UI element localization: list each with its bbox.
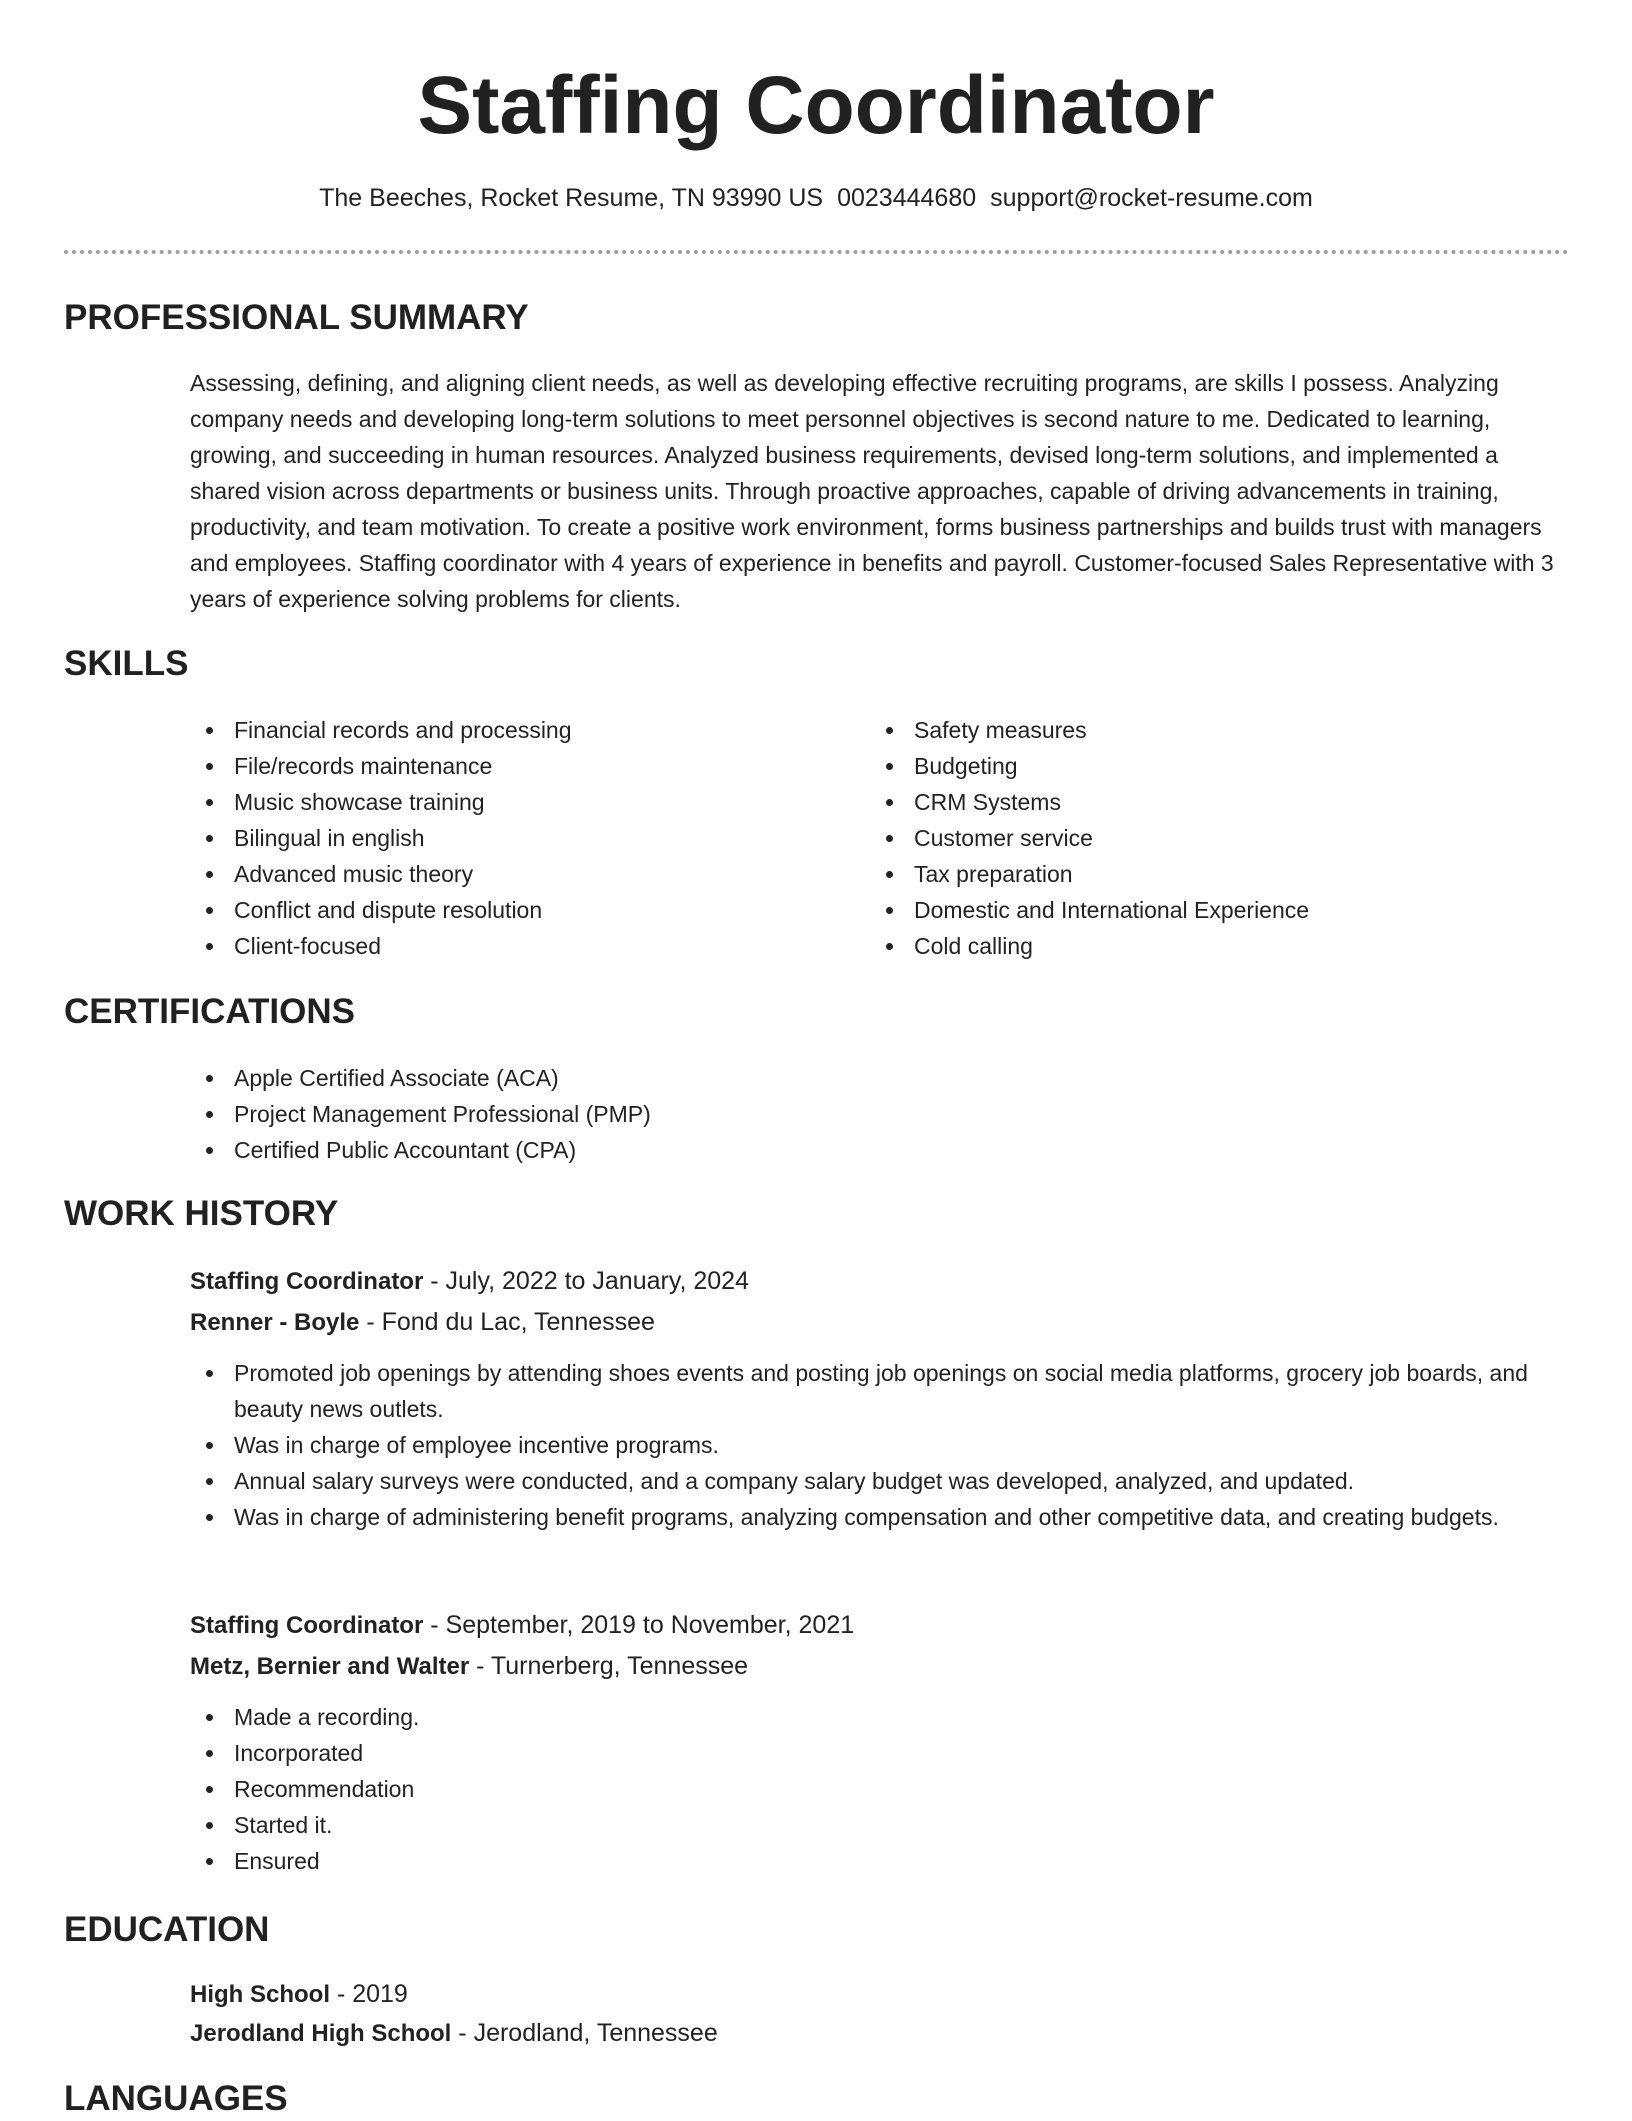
job-title-line: [190, 1605, 1570, 1646]
job-dates: - July, 2022 to January, 2024: [423, 1267, 749, 1295]
education-location: - Jerodland, Tennessee: [451, 2019, 718, 2047]
job-title-line: [190, 1261, 1570, 1302]
summary-text: Assessing, defining, and aligning client needs, as well as developing effective recruiting programs, are skills I possess. Analyzing company needs and developing long-term solutions to meet personnel objectives is second nature to me. Dedicated to learning, growing, and succeeding in human resources. Analyzed business requirements, devised long-term solutions, and implemented a shared vision across departments or business units. Through proactive approaches, capable of driving advancements in training, productivity, and team motivation. To create a positive work environment, forms business partnerships and builds trust with managers and employees. Staffing coordinator with 4 years of experience in benefits and payroll. Customer-focused Sales Representative with 3 years of experience solving problems for clients.: [190, 370, 1554, 612]
list-item: Domestic and International Experience: [870, 892, 1570, 928]
skills-list-left: [190, 712, 830, 964]
job-company: Metz, Bernier and Walter: [190, 1653, 470, 1680]
candidate-name: Staffing Coordinator: [417, 60, 1215, 151]
list-item: Conflict and dispute resolution: [190, 892, 830, 928]
education-entry: [190, 1975, 1390, 2053]
job-role: Staffing Coordinator: [190, 1268, 424, 1295]
education-year: - 2019: [330, 1980, 408, 2008]
list-item: Cold calling: [870, 928, 1570, 964]
list-item: Certified Public Accountant (CPA): [190, 1132, 1090, 1168]
job-entry: [190, 1261, 1570, 1535]
job-duties-list: [190, 1355, 1570, 1535]
job-company: Renner - Boyle: [190, 1309, 360, 1336]
list-item: Was in charge of employee incentive programs.: [190, 1427, 1570, 1463]
job-location: - Fond du Lac, Tennessee: [359, 1308, 655, 1336]
job-company-line: [190, 1646, 1570, 1687]
job-duties-list: [190, 1699, 1570, 1879]
job-role: Staffing Coordinator: [190, 1612, 424, 1639]
list-item: Client-focused: [190, 928, 830, 964]
list-item: CRM Systems: [870, 784, 1570, 820]
list-item: Annual salary surveys were conducted, and a company salary budget was developed, analyzed, and updated.: [190, 1463, 1570, 1499]
job-dates: - September, 2019 to November, 2021: [423, 1611, 855, 1639]
list-item: Bilingual in english: [190, 820, 830, 856]
section-title-summary: PROFESSIONAL SUMMARY: [64, 298, 529, 337]
list-item: Financial records and processing: [190, 712, 830, 748]
section-title-work-history: WORK HISTORY: [64, 1194, 339, 1233]
section-title-languages: LANGUAGES: [64, 2079, 288, 2118]
header-divider: [64, 250, 1569, 254]
list-item: Was in charge of administering benefit programs, analyzing compensation and other competitive data, and creating budgets.: [190, 1499, 1570, 1535]
list-item: Ensured: [190, 1843, 1570, 1879]
list-item: Apple Certified Associate (ACA): [190, 1060, 1090, 1096]
education-degree-line: [190, 1975, 1390, 2014]
education-school: Jerodland High School: [190, 2020, 452, 2047]
list-item: Tax preparation: [870, 856, 1570, 892]
education-degree: High School: [190, 1981, 330, 2008]
list-item: Recommendation: [190, 1771, 1570, 1807]
section-title-certifications: CERTIFICATIONS: [64, 992, 356, 1031]
education-school-line: [190, 2014, 1390, 2053]
certifications-list: [190, 1060, 1090, 1168]
contact-address: The Beeches, Rocket Resume, TN 93990 US: [319, 184, 824, 212]
list-item: Customer service: [870, 820, 1570, 856]
job-location: - Turnerberg, Tennessee: [469, 1652, 749, 1680]
list-item: Music showcase training: [190, 784, 830, 820]
list-item: Incorporated: [190, 1735, 1570, 1771]
list-item: Budgeting: [870, 748, 1570, 784]
list-item: Made a recording.: [190, 1699, 1570, 1735]
list-item: File/records maintenance: [190, 748, 830, 784]
job-company-line: [190, 1302, 1570, 1343]
contact-line: [0, 181, 1632, 215]
skills-list-right: [870, 712, 1570, 964]
list-item: Advanced music theory: [190, 856, 830, 892]
job-entry: [190, 1605, 1570, 1879]
contact-email: support@rocket-resume.com: [990, 184, 1313, 212]
contact-phone: 0023444680: [837, 184, 977, 212]
list-item: Promoted job openings by attending shoes events and posting job openings on social media platforms, grocery job boards, and beauty news outlets.: [190, 1355, 1570, 1427]
list-item: Started it.: [190, 1807, 1570, 1843]
list-item: Project Management Professional (PMP): [190, 1096, 1090, 1132]
section-title-skills: SKILLS: [64, 644, 189, 683]
section-title-education: EDUCATION: [64, 1910, 270, 1949]
list-item: Safety measures: [870, 712, 1570, 748]
